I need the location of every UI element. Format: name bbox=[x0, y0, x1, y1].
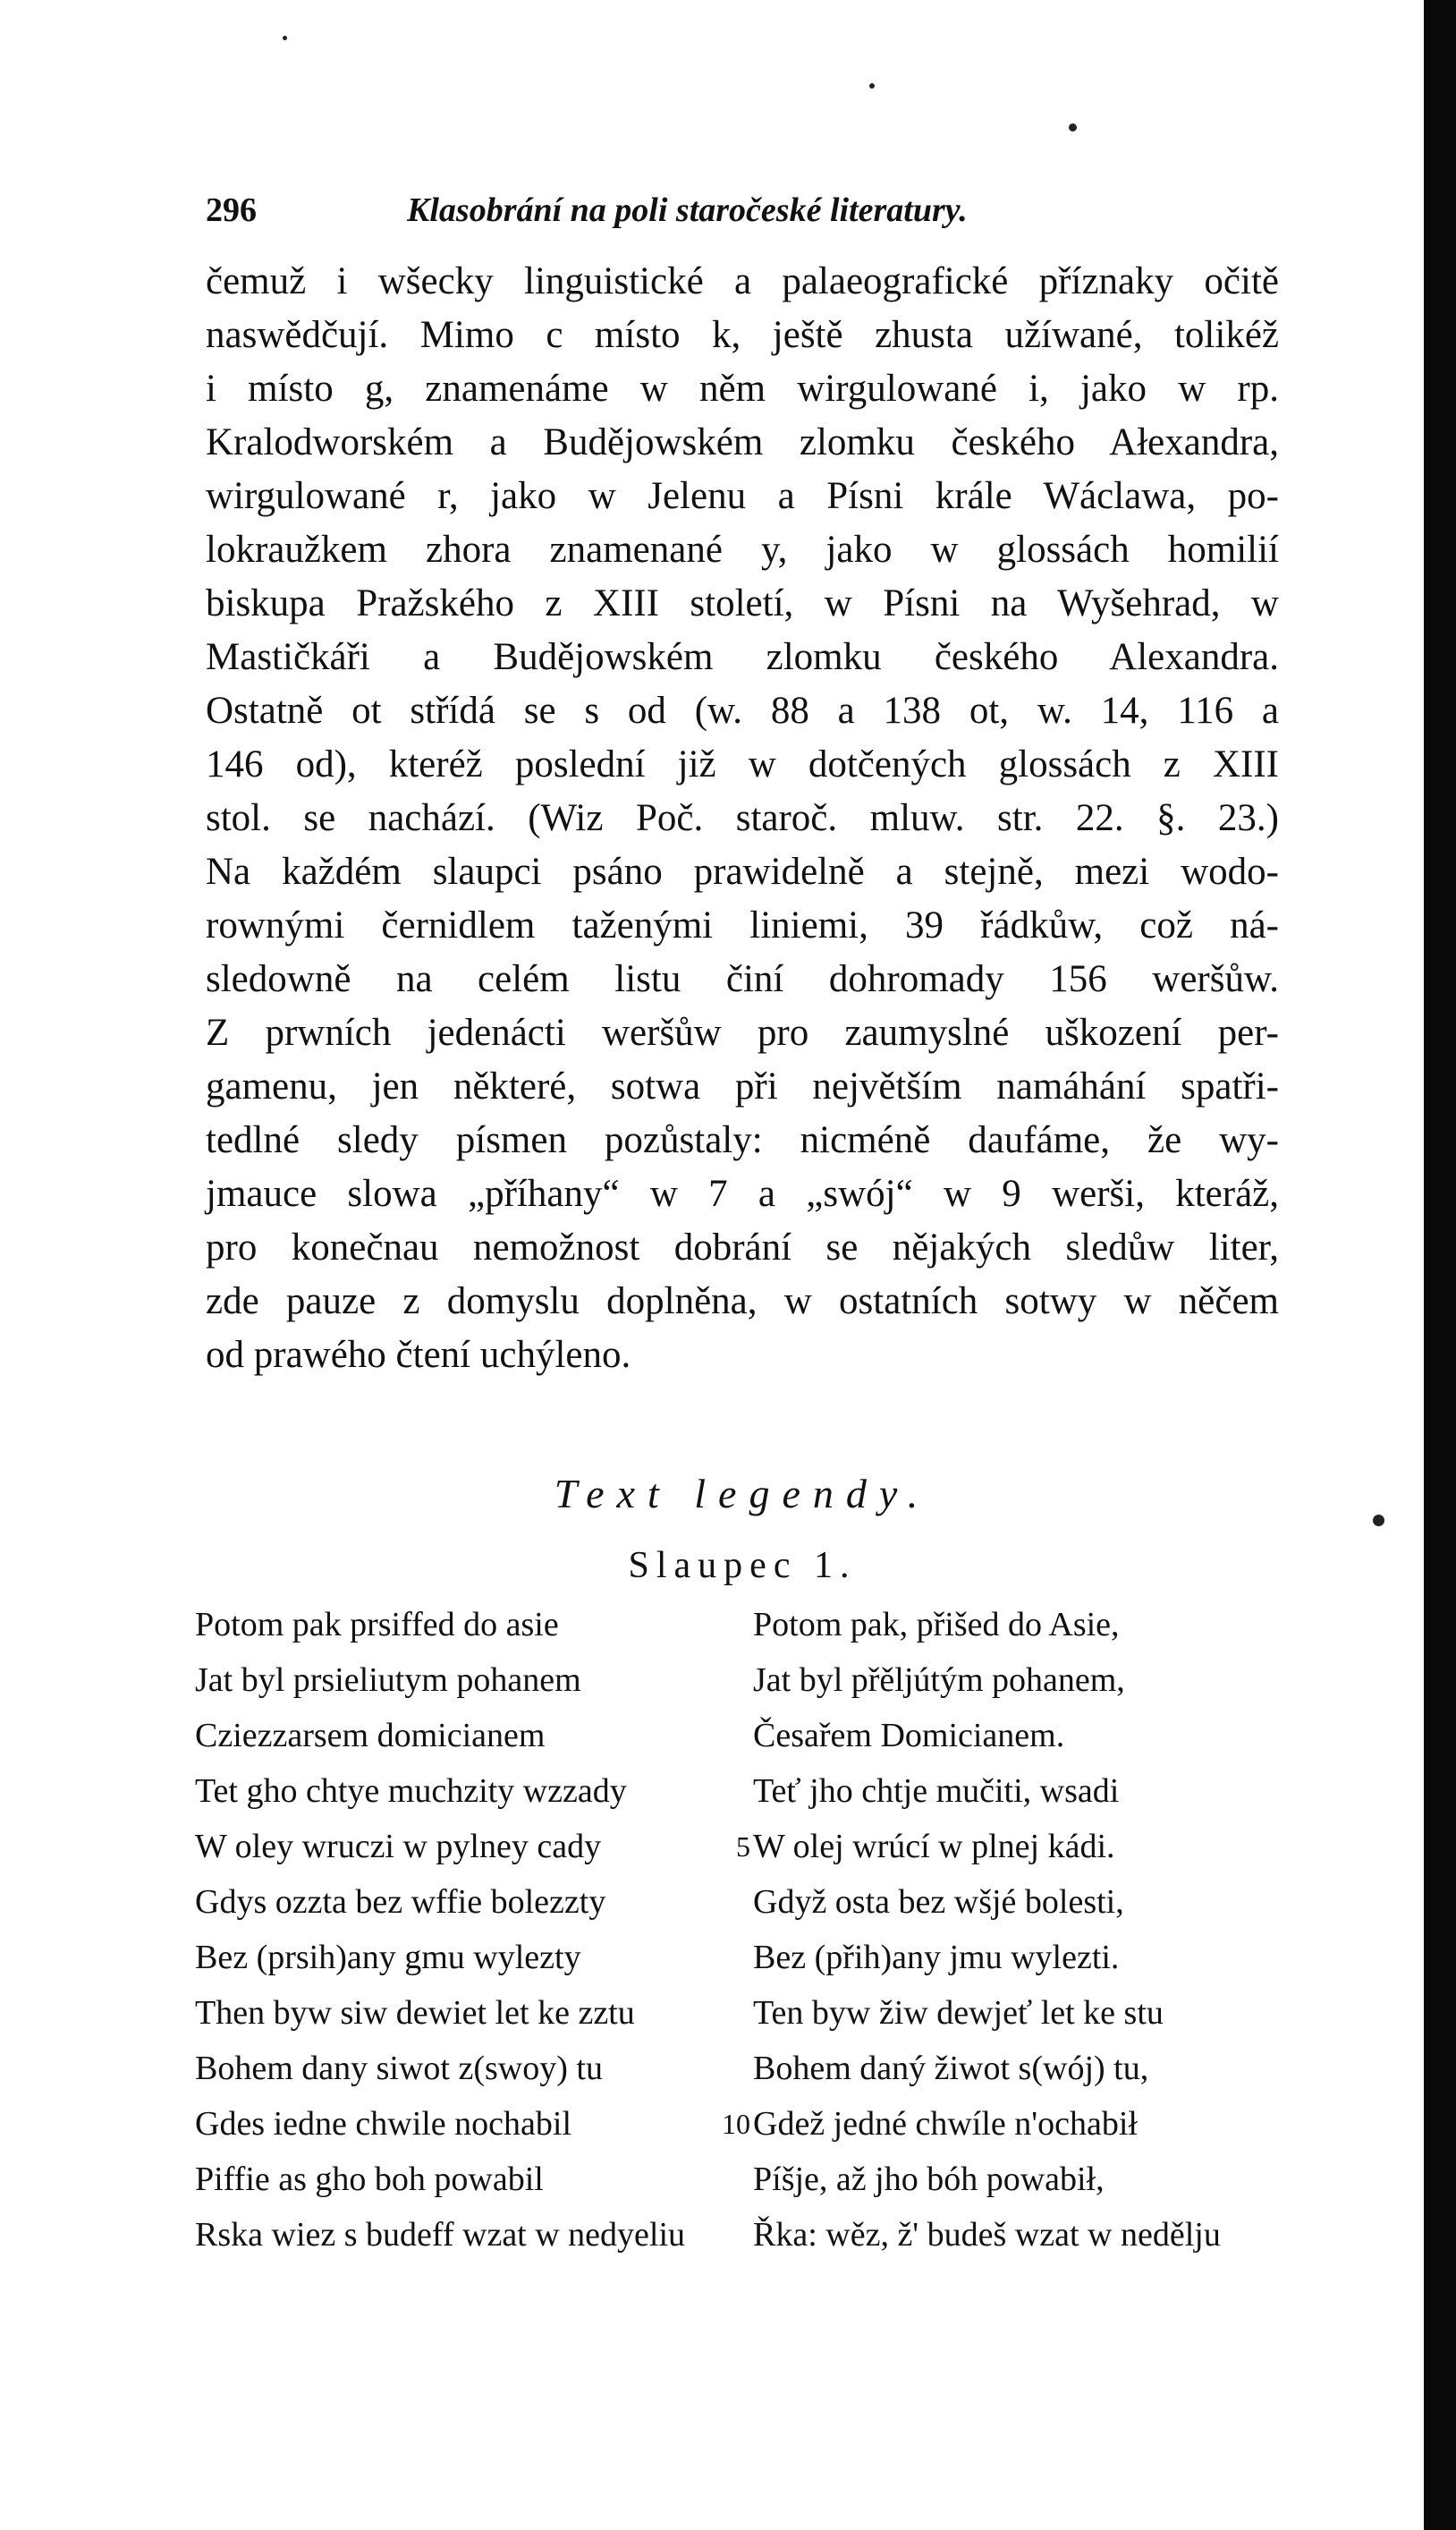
verse-original: Cziezzarsem domicianem bbox=[195, 1717, 546, 1754]
verse-transcription: Gdež jedné chwíle n'ochabił bbox=[753, 2105, 1138, 2143]
text-line: Na každém slaupci psáno prawidelně a stejně, mezi wodo- bbox=[206, 851, 1279, 893]
text-line: 146 od), kteréž poslední již w dotčených glossách z XIII bbox=[206, 743, 1279, 785]
text-line: lokraužkem zhora znamenané y, jako w glossách homilií bbox=[206, 529, 1279, 571]
scan-border bbox=[1424, 0, 1456, 2530]
verse-original: Gdys ozzta bez wffie bolezzty bbox=[195, 1883, 606, 1921]
text-line: od prawého čtení uchýleno. bbox=[206, 1334, 631, 1376]
verse-transcription: Píšje, až jho bóh powabił, bbox=[753, 2161, 1105, 2198]
body-text bbox=[206, 255, 1279, 1382]
text-line: i místo g, znamenáme w něm wirgulowané i, jako w rp. bbox=[206, 368, 1279, 410]
scan-speck bbox=[1373, 1515, 1384, 1526]
text-line: Z prwních jedenácti weršůw pro zaumyslné uškození per- bbox=[206, 1012, 1279, 1054]
verse-original: W oley wruczi w pylney cady bbox=[195, 1828, 602, 1865]
text-line: stol. se nachází. (Wiz Poč. staroč. mluw. str. 22. §. 23.) bbox=[206, 797, 1279, 839]
text-line: zde pauze z domyslu doplněna, w ostatních sotwy w něčem bbox=[206, 1280, 1279, 1322]
verse-transcription: Bez (přih)any jmu wylezti. bbox=[753, 1939, 1120, 1976]
text-line: pro konečnau nemožnost dobrání se nějakých sledůw liter, bbox=[206, 1227, 1279, 1269]
text-line: čemuž i wšecky linguistické a palaeografické příznaky očitě bbox=[206, 260, 1279, 302]
verse-number bbox=[720, 2207, 750, 2263]
text-line: tedlné sledy písmen pozůstaly: nicméně daufáme, že wy- bbox=[206, 1119, 1279, 1161]
verse-original: Gdes iedne chwile nochabil bbox=[195, 2105, 572, 2143]
verse-transcription: Bohem daný žiwot s(wój) tu, bbox=[753, 2050, 1149, 2087]
text-line: biskupa Pražského z XIII století, w Písni na Wyšehrad, w bbox=[206, 582, 1279, 624]
verse-number bbox=[720, 1708, 750, 1763]
verse-transcription: Řka: wěz, ž' budeš wzat w nedělju bbox=[753, 2216, 1221, 2254]
text-line: Kralodworském a Budějowském zlomku českého Ałexandra, bbox=[206, 421, 1279, 463]
verse-number bbox=[720, 1874, 750, 1930]
verse-transcription: Teť jho chtje mučiti, wsadi bbox=[753, 1772, 1120, 1810]
verse-number bbox=[720, 1763, 750, 1819]
text-line: wirgulowané r, jako w Jelenu a Písni krále Wáclawa, po- bbox=[206, 475, 1279, 517]
verse-number bbox=[720, 1652, 750, 1708]
verse-transcription: Jat byl přěljútým pohanem, bbox=[753, 1661, 1125, 1699]
text-line: gamenu, jen některé, sotwa při největším namáhání spatři- bbox=[206, 1065, 1279, 1108]
text-line: jmauce slowa „příhany“ w 7 a „swój“ w 9 werši, kteráž, bbox=[206, 1173, 1279, 1215]
verse-original: Piffie as gho boh powabil bbox=[195, 2161, 544, 2198]
verse-number: 5 bbox=[736, 1830, 750, 1863]
verse-original: Then byw siw dewiet let ke zztu bbox=[195, 1994, 635, 2032]
running-head bbox=[206, 183, 1279, 237]
scan-speck bbox=[283, 36, 287, 40]
verse-transcription: Gdyž osta bez wšjé bolesti, bbox=[753, 1883, 1124, 1921]
text-line: sledowně na celém listu činí dohromady 156 weršůw. bbox=[206, 958, 1279, 1000]
verse-number bbox=[720, 2041, 750, 2096]
verse-transcription: Česařem Domicianem. bbox=[753, 1717, 1065, 1754]
verse-original: Bohem dany siwot z(swoy) tu bbox=[195, 2050, 603, 2087]
text-line: Mastičkáři a Budějowském zlomku českého Alexandra. bbox=[206, 636, 1279, 678]
verse-original: Bez (prsih)any gmu wylezty bbox=[195, 1939, 581, 1976]
column-heading: Slaupec 1. bbox=[628, 1545, 857, 1586]
verse-original: Jat byl prsieliutym pohanem bbox=[195, 1661, 581, 1699]
verse-transcription: Potom pak, přišed do Asie, bbox=[753, 1606, 1120, 1643]
text-line: rownými černidlem taženými liniemi, 39 řádkůw, což ná- bbox=[206, 904, 1279, 947]
scan-speck bbox=[869, 83, 875, 89]
verse-number bbox=[720, 1597, 750, 1652]
verse-original: Rska wiez s budeff wzat w nedyeliu bbox=[195, 2216, 686, 2254]
scan-speck bbox=[1069, 123, 1077, 132]
text-line: naswědčují. Mimo c místo k, ještě zhusta užíwané, tolikéž bbox=[206, 314, 1279, 356]
verse-transcription: Ten byw žiw dewjeť let ke stu bbox=[753, 1994, 1164, 2032]
verse-number bbox=[720, 1930, 750, 1985]
running-title: Klasobrání na poli staročeské literatury. bbox=[407, 191, 968, 229]
verse-original: Potom pak prsiffed do asie bbox=[195, 1606, 559, 1643]
verse-number bbox=[720, 1985, 750, 2041]
verse-transcription: W olej wrúcí w plnej kádi. bbox=[753, 1828, 1115, 1865]
verse-number: 10 bbox=[722, 2108, 750, 2140]
page-number: 296 bbox=[206, 191, 257, 229]
text-line: Ostatně ot střídá se s od (w. 88 a 138 ot, w. 14, 116 a bbox=[206, 690, 1279, 732]
legend-heading: Text legendy. bbox=[554, 1471, 931, 1516]
verse-original: Tet gho chtye muchzity wzzady bbox=[195, 1772, 627, 1810]
verse-number bbox=[720, 2152, 750, 2207]
